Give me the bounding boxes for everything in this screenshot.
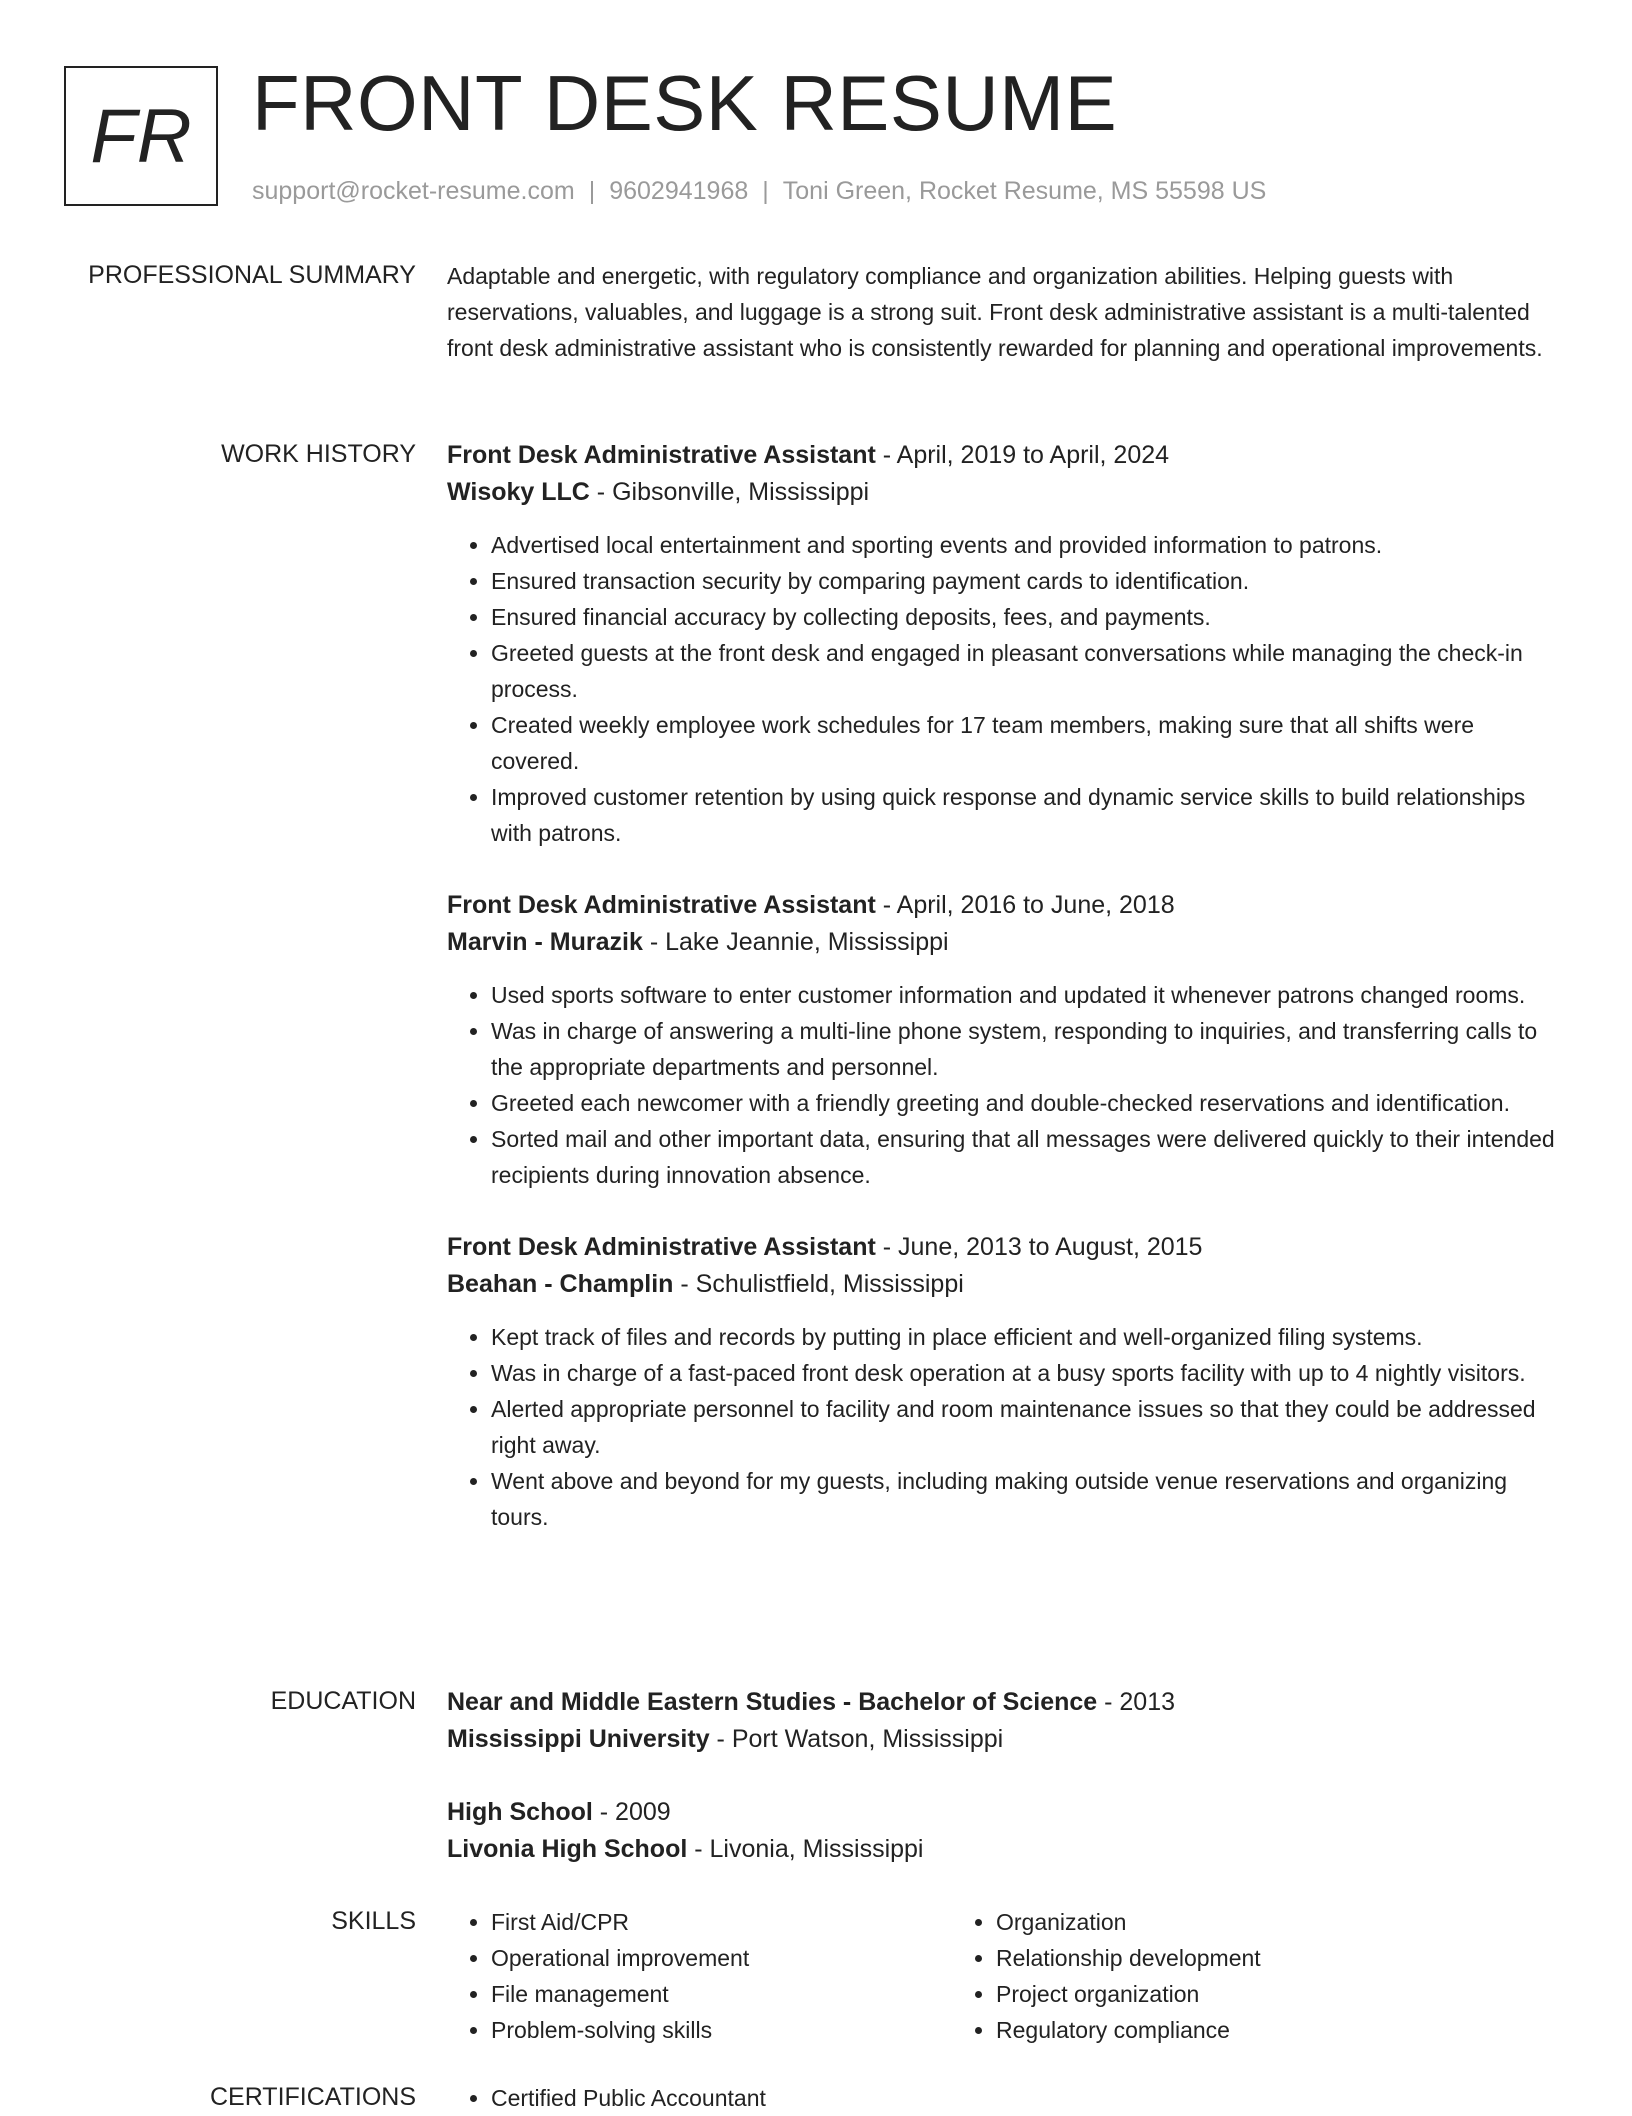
page-title: FRONT DESK RESUME [252,59,1118,147]
job-bullet: • Kept track of files and records by putting in place efficient and well-organized filing systems. [491,1319,1557,1355]
section-label-work-history: WORK HISTORY [221,440,416,468]
job-company: Beahan - Champlin [447,1270,674,1298]
skill-item: • First Aid/CPR [491,1904,952,1940]
job-bullet: • Greeted guests at the front desk and engaged in pleasant conversations while managing the check-in process. [491,635,1557,707]
skills-list-right [952,1904,1457,2048]
job-dates: - June, 2013 to August, 2015 [875,1233,1203,1261]
education-location: - Port Watson, Mississippi [709,1725,1004,1753]
education-entry [447,1794,1557,1868]
education-location: - Livonia, Mississippi [687,1835,924,1863]
certification-item: • Certified Public Accountant [491,2080,1557,2116]
job-bullet: • Was in charge of a fast-paced front desk operation at a busy sports facility with up to 4 nightly visitors. [491,1355,1557,1391]
skill-item: • File management [491,1976,952,2012]
contact-line [252,176,1266,206]
job-bullet: • Improved customer retention by using quick response and dynamic service skills to build relationships with patrons. [491,779,1557,851]
job-location: - Schulistfield, Mississippi [673,1270,964,1298]
job-bullet: • Was in charge of answering a multi-line phone system, responding to inquiries, and transferring calls to the appropriate departments and personnel. [491,1013,1557,1085]
job-bullet: • Created weekly employee work schedules for 17 team members, making sure that all shifts were covered. [491,707,1557,779]
skill-item: • Relationship development [996,1940,1457,1976]
job-bullet: • Went above and beyond for my guests, including making outside venue reservations and organizing tours. [491,1463,1557,1535]
education-degree: High School [447,1798,593,1826]
job-bullets [447,1319,1557,1535]
section-label-skills: SKILLS [331,1907,416,1935]
job-company: Wisoky LLC [447,478,590,506]
summary-text: Adaptable and energetic, with regulatory compliance and organization abilities. Helping guests with reservations, valuables, and luggage is a strong suit. Front desk administrative assistant is a multi-talented front desk administrative assistant who is consistently rewarded for planning and operational improvements. [447,263,1543,361]
job-company: Marvin - Murazik [447,928,643,956]
skill-item: • Operational improvement [491,1940,952,1976]
job-bullet: • Used sports software to enter customer information and updated it whenever patrons changed rooms. [491,977,1557,1013]
education-degree: Near and Middle Eastern Studies - Bachelor of Science [447,1688,1098,1716]
contact-phone[interactable]: 9602941968 [609,177,749,205]
job-bullets [447,527,1557,851]
job-bullet: • Alerted appropriate personnel to facility and room maintenance issues so that they could be addressed right away. [491,1391,1557,1463]
skill-item: • Problem-solving skills [491,2012,952,2048]
job-location: - Gibsonville, Mississippi [589,478,870,506]
job-bullet: • Ensured transaction security by comparing payment cards to identification. [491,563,1557,599]
contact-address: Toni Green, Rocket Resume, MS 55598 US [782,177,1267,205]
job-bullet: • Sorted mail and other important data, ensuring that all messages were delivered quickly to their intended recipients during innovation absence. [491,1121,1557,1193]
job-entry [447,887,1557,1193]
job-entry [447,1229,1557,1535]
contact-email[interactable]: support@rocket-resume.com [252,177,575,205]
education-school: Mississippi University [447,1725,710,1753]
monogram-logo: FR [64,66,218,206]
job-bullet: • Ensured financial accuracy by collecting deposits, fees, and payments. [491,599,1557,635]
section-label-certifications: CERTIFICATIONS [209,2083,416,2111]
job-bullets [447,977,1557,1193]
education-year: - 2009 [592,1798,671,1826]
job-dates: - April, 2019 to April, 2024 [875,441,1170,469]
job-location: - Lake Jeannie, Mississippi [642,928,949,956]
education-entry [447,1684,1557,1758]
job-title: Front Desk Administrative Assistant [447,891,876,919]
job-entry [447,437,1557,851]
contact-separator: | [762,177,769,205]
section-label-summary: PROFESSIONAL SUMMARY [88,261,416,289]
skill-item: • Organization [996,1904,1457,1940]
job-bullet: • Advertised local entertainment and sporting events and provided information to patrons. [491,527,1557,563]
job-bullet: • Greeted each newcomer with a friendly greeting and double-checked reservations and identification. [491,1085,1557,1121]
certifications-list [447,2080,1557,2116]
job-dates: - April, 2016 to June, 2018 [875,891,1175,919]
education-school: Livonia High School [447,1835,688,1863]
job-title: Front Desk Administrative Assistant [447,1233,876,1261]
section-label-education: EDUCATION [270,1687,416,1715]
education-year: - 2013 [1097,1688,1176,1716]
skills-list-left [447,1904,952,2048]
skill-item: • Project organization [996,1976,1457,2012]
job-title: Front Desk Administrative Assistant [447,441,876,469]
skill-item: • Regulatory compliance [996,2012,1457,2048]
contact-separator: | [588,177,596,205]
